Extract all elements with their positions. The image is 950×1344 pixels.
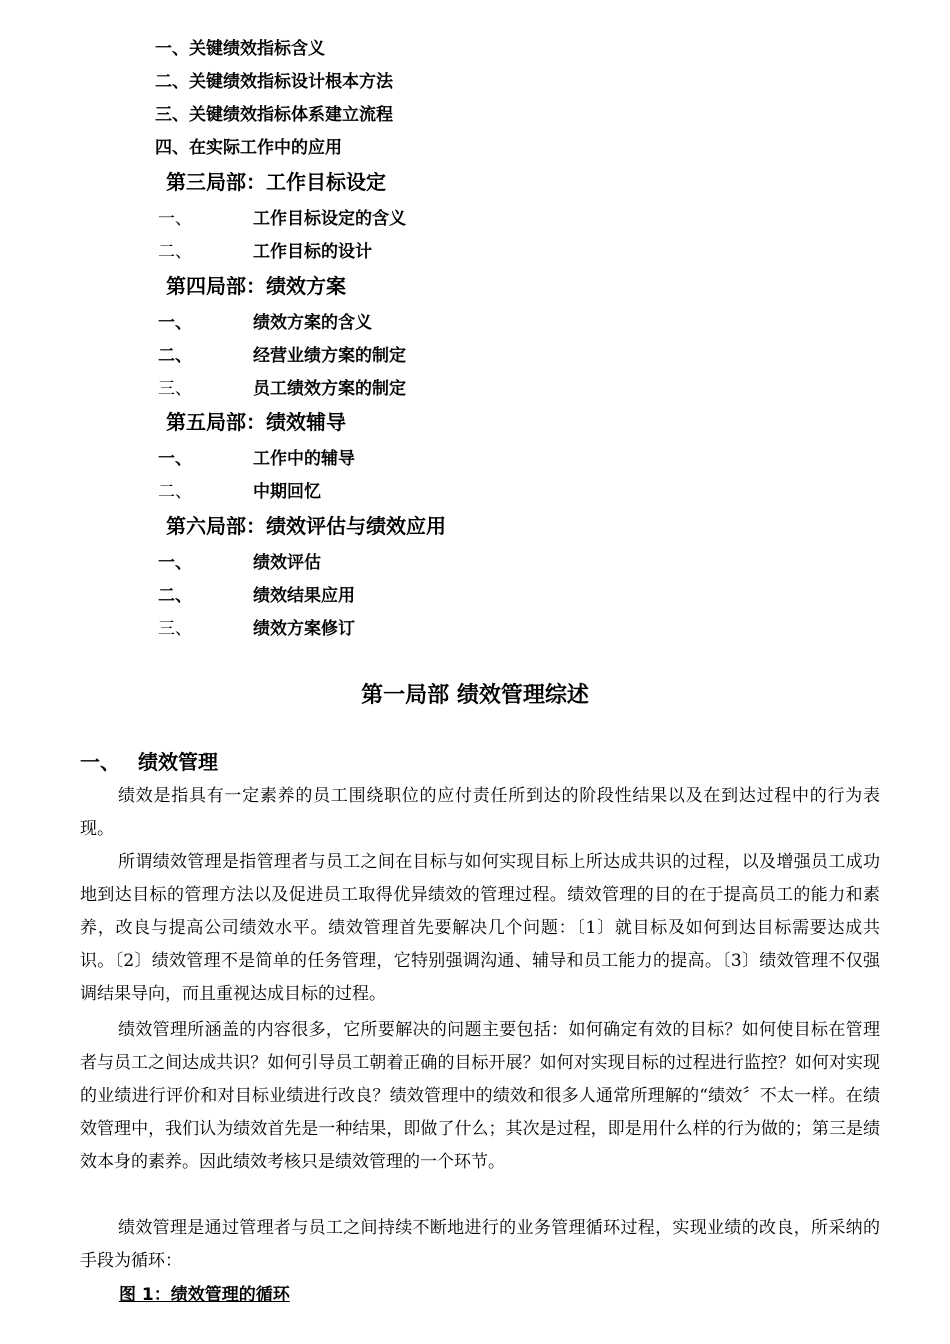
toc-item-number: 二、 (158, 586, 192, 606)
toc-item-number: 二、 (158, 346, 192, 366)
toc-item-number: 一、 (158, 209, 192, 229)
toc-item (158, 237, 372, 262)
toc-item-text: 工作中的辅导 (253, 449, 355, 469)
body-paragraph: 绩效是指具有一定素养的员工围绕职位的应付责任所到达的阶段性结果以及在到达过程中的行为表现。 (80, 786, 880, 839)
section-title: 绩效管理 (138, 750, 218, 774)
section-number: 一、 (80, 750, 120, 774)
toc-item (158, 477, 321, 502)
toc-item: 三、关键绩效指标体系建立流程 (155, 105, 393, 125)
part6-heading: 第六局部：绩效评估与绩效应用 (166, 514, 446, 538)
toc-item-text: 中期回忆 (253, 482, 321, 502)
toc-item-number: 一、 (158, 553, 192, 573)
toc-item-text: 绩效方案的含义 (253, 313, 372, 333)
toc-item (158, 581, 355, 606)
toc-item-text: 绩效评估 (253, 553, 321, 573)
part3-heading: 第三局部：工作目标设定 (166, 170, 386, 194)
toc-item (158, 374, 406, 399)
figure-caption: 图 1：绩效管理的循环 (119, 1285, 290, 1305)
toc-item-text: 绩效结果应用 (253, 586, 355, 606)
toc-item-number: 一、 (158, 449, 192, 469)
toc-item: 四、在实际工作中的应用 (155, 138, 342, 158)
toc-item: 一、关键绩效指标含义 (155, 39, 325, 59)
body-paragraph: 所谓绩效管理是指管理者与员工之间在目标与如何实现目标上所达成共识的过程，以及增强员工成功地到达目标的管理方法以及促进员工取得优异绩效的管理过程。绩效管理的目的在于提高员工的能力和素养，改良与提高公司绩效水平。绩效管理首先要解决几个问题：〔1〕就目标及如何到达目标需要达成共识。〔2〕绩效管理不是简单的任务管理，它特别强调沟通、辅导和员工能力的提高。〔3〕绩效管理不仅强调结果导向，而且重视达成目标的过程。 (80, 852, 880, 1004)
toc-item-number: 二、 (158, 242, 192, 262)
toc-item-text: 工作目标的设计 (253, 242, 372, 262)
toc-item (158, 548, 321, 573)
part5-heading: 第五局部：绩效辅导 (166, 410, 346, 434)
toc-item-number: 三、 (158, 379, 192, 399)
toc-item (158, 204, 406, 229)
section-heading (80, 746, 218, 775)
document-title: 第一局部 绩效管理综述 (361, 683, 589, 708)
toc-item-text: 经营业绩方案的制定 (253, 346, 406, 366)
toc-item-text: 绩效方案修订 (253, 619, 355, 639)
toc-item: 二、关键绩效指标设计根本方法 (155, 72, 393, 92)
toc-item (158, 614, 355, 639)
toc-item-number: 三、 (158, 619, 192, 639)
body-paragraph: 绩效管理是通过管理者与员工之间持续不断地进行的业务管理循环过程，实现业绩的改良，所采纳的手段为循环： (80, 1218, 880, 1271)
toc-item (158, 308, 372, 333)
toc-item-number: 二、 (158, 482, 192, 502)
body-paragraph: 绩效管理所涵盖的内容很多，它所要解决的问题主要包括：如何确定有效的目标？如何使目标在管理者与员工之间达成共识？如何引导员工朝着正确的目标开展？如何对实现目标的过程进行监控？如何对实现的业绩进行评价和对目标业绩进行改良？绩效管理中的绩效和很多人通常所理解的“绩效〞不太一样。在绩效管理中，我们认为绩效首先是一种结果，即做了什么；其次是过程，即是用什么样的行为做的；第三是绩效本身的素养。因此绩效考核只是绩效管理的一个环节。 (80, 1020, 880, 1172)
toc-item-number: 一、 (158, 313, 192, 333)
toc-item (158, 444, 355, 469)
toc-item-text: 员工绩效方案的制定 (253, 379, 406, 399)
toc-item (158, 341, 406, 366)
part4-heading: 第四局部：绩效方案 (166, 274, 346, 298)
toc-item-text: 工作目标设定的含义 (253, 209, 406, 229)
